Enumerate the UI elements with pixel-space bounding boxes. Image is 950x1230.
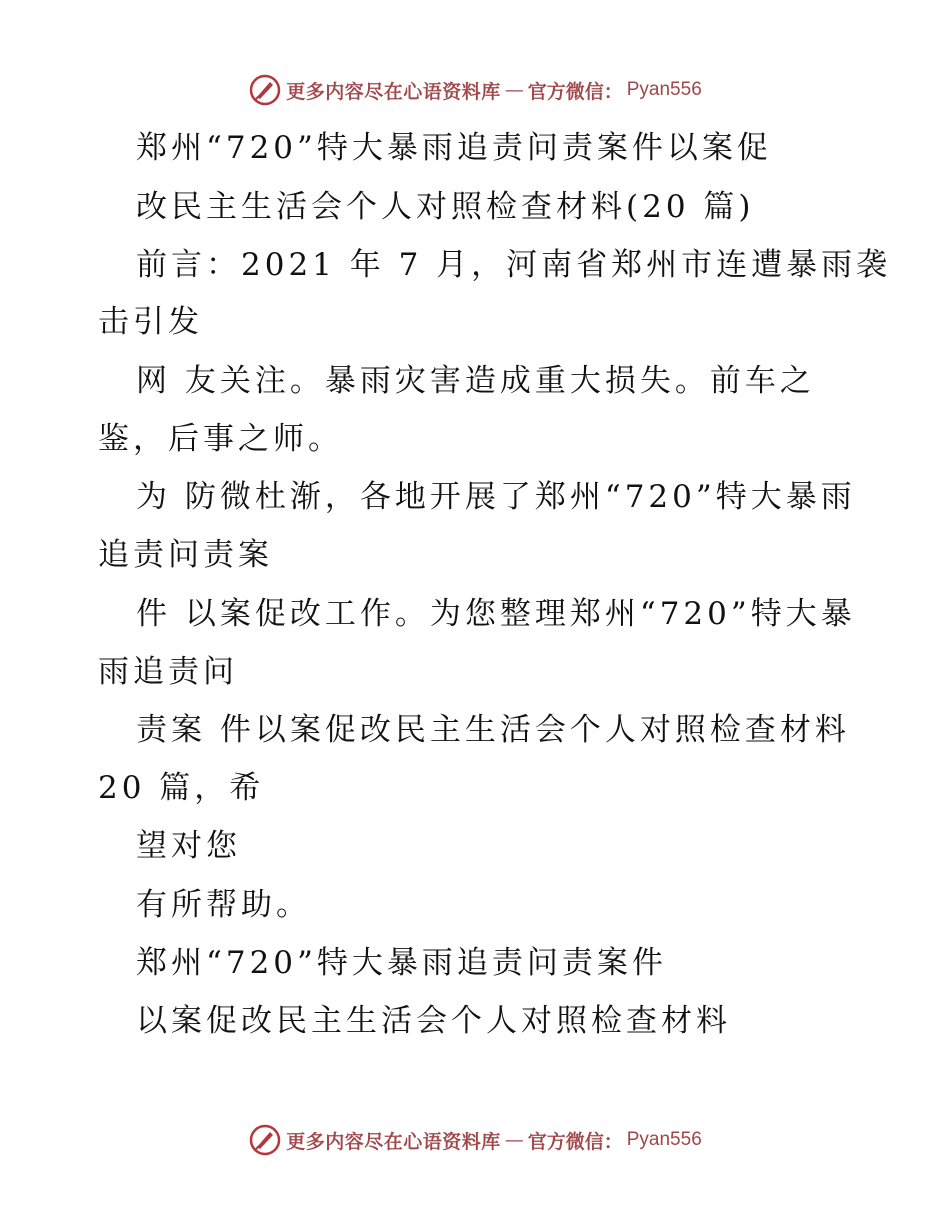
header-banner [0,70,950,110]
doc-section-heading-line-2: 以案促改民主生活会个人对照检查材料 [136,1003,731,1039]
footer-banner-content [248,1123,702,1157]
banner-wechat-id: Pyan556 [626,79,702,100]
banner-wechat-id: Pyan556 [626,1129,702,1150]
doc-section-heading-line-1: 郑州“720”特大暴雨追责问责案件 [136,945,667,981]
banner-brand-text: 更多内容尽在心语资料库 [286,1130,501,1153]
quill-logo-icon [248,1123,282,1157]
doc-title-line-2: 改民主生活会个人对照检查材料(20 篇) [136,189,755,225]
header-banner-content [248,73,702,107]
doc-paragraph-line: 追责问责案 [98,537,273,573]
banner-wechat-label: 官方微信： [527,80,623,103]
quill-logo-icon [248,73,282,107]
doc-paragraph-line: 有所帮助。 [136,887,311,923]
banner-brand-text: 更多内容尽在心语资料库 [286,80,501,103]
doc-paragraph-line: 击引发 [98,304,203,340]
footer-banner [0,1120,950,1160]
doc-paragraph-line: 前言：2021 年 7 月，河南省郑州市连遭暴雨袭 [136,247,892,283]
doc-paragraph-line: 件 以案促改工作。为您整理郑州“720”特大暴 [136,596,856,632]
doc-paragraph-line: 雨追责问 [98,654,238,690]
doc-paragraph-line: 网 友关注。暴雨灾害造成重大损失。前车之 [136,363,815,399]
doc-title-line-1: 郑州“720”特大暴雨追责问责案件以案促 [136,130,772,166]
doc-paragraph-line: 鉴，后事之师。 [98,421,343,457]
doc-paragraph-line: 20 篇，希 [98,770,265,806]
doc-paragraph-line: 望对您 [136,828,241,864]
doc-paragraph-line: 为 防微杜渐，各地开展了郑州“720”特大暴雨 [136,479,856,515]
banner-dash: — [504,1129,524,1151]
banner-dash: — [504,79,524,101]
doc-paragraph-line: 责案 件以案促改民主生活会个人对照检查材料 [136,712,850,748]
banner-wechat-label: 官方微信： [527,1130,623,1153]
